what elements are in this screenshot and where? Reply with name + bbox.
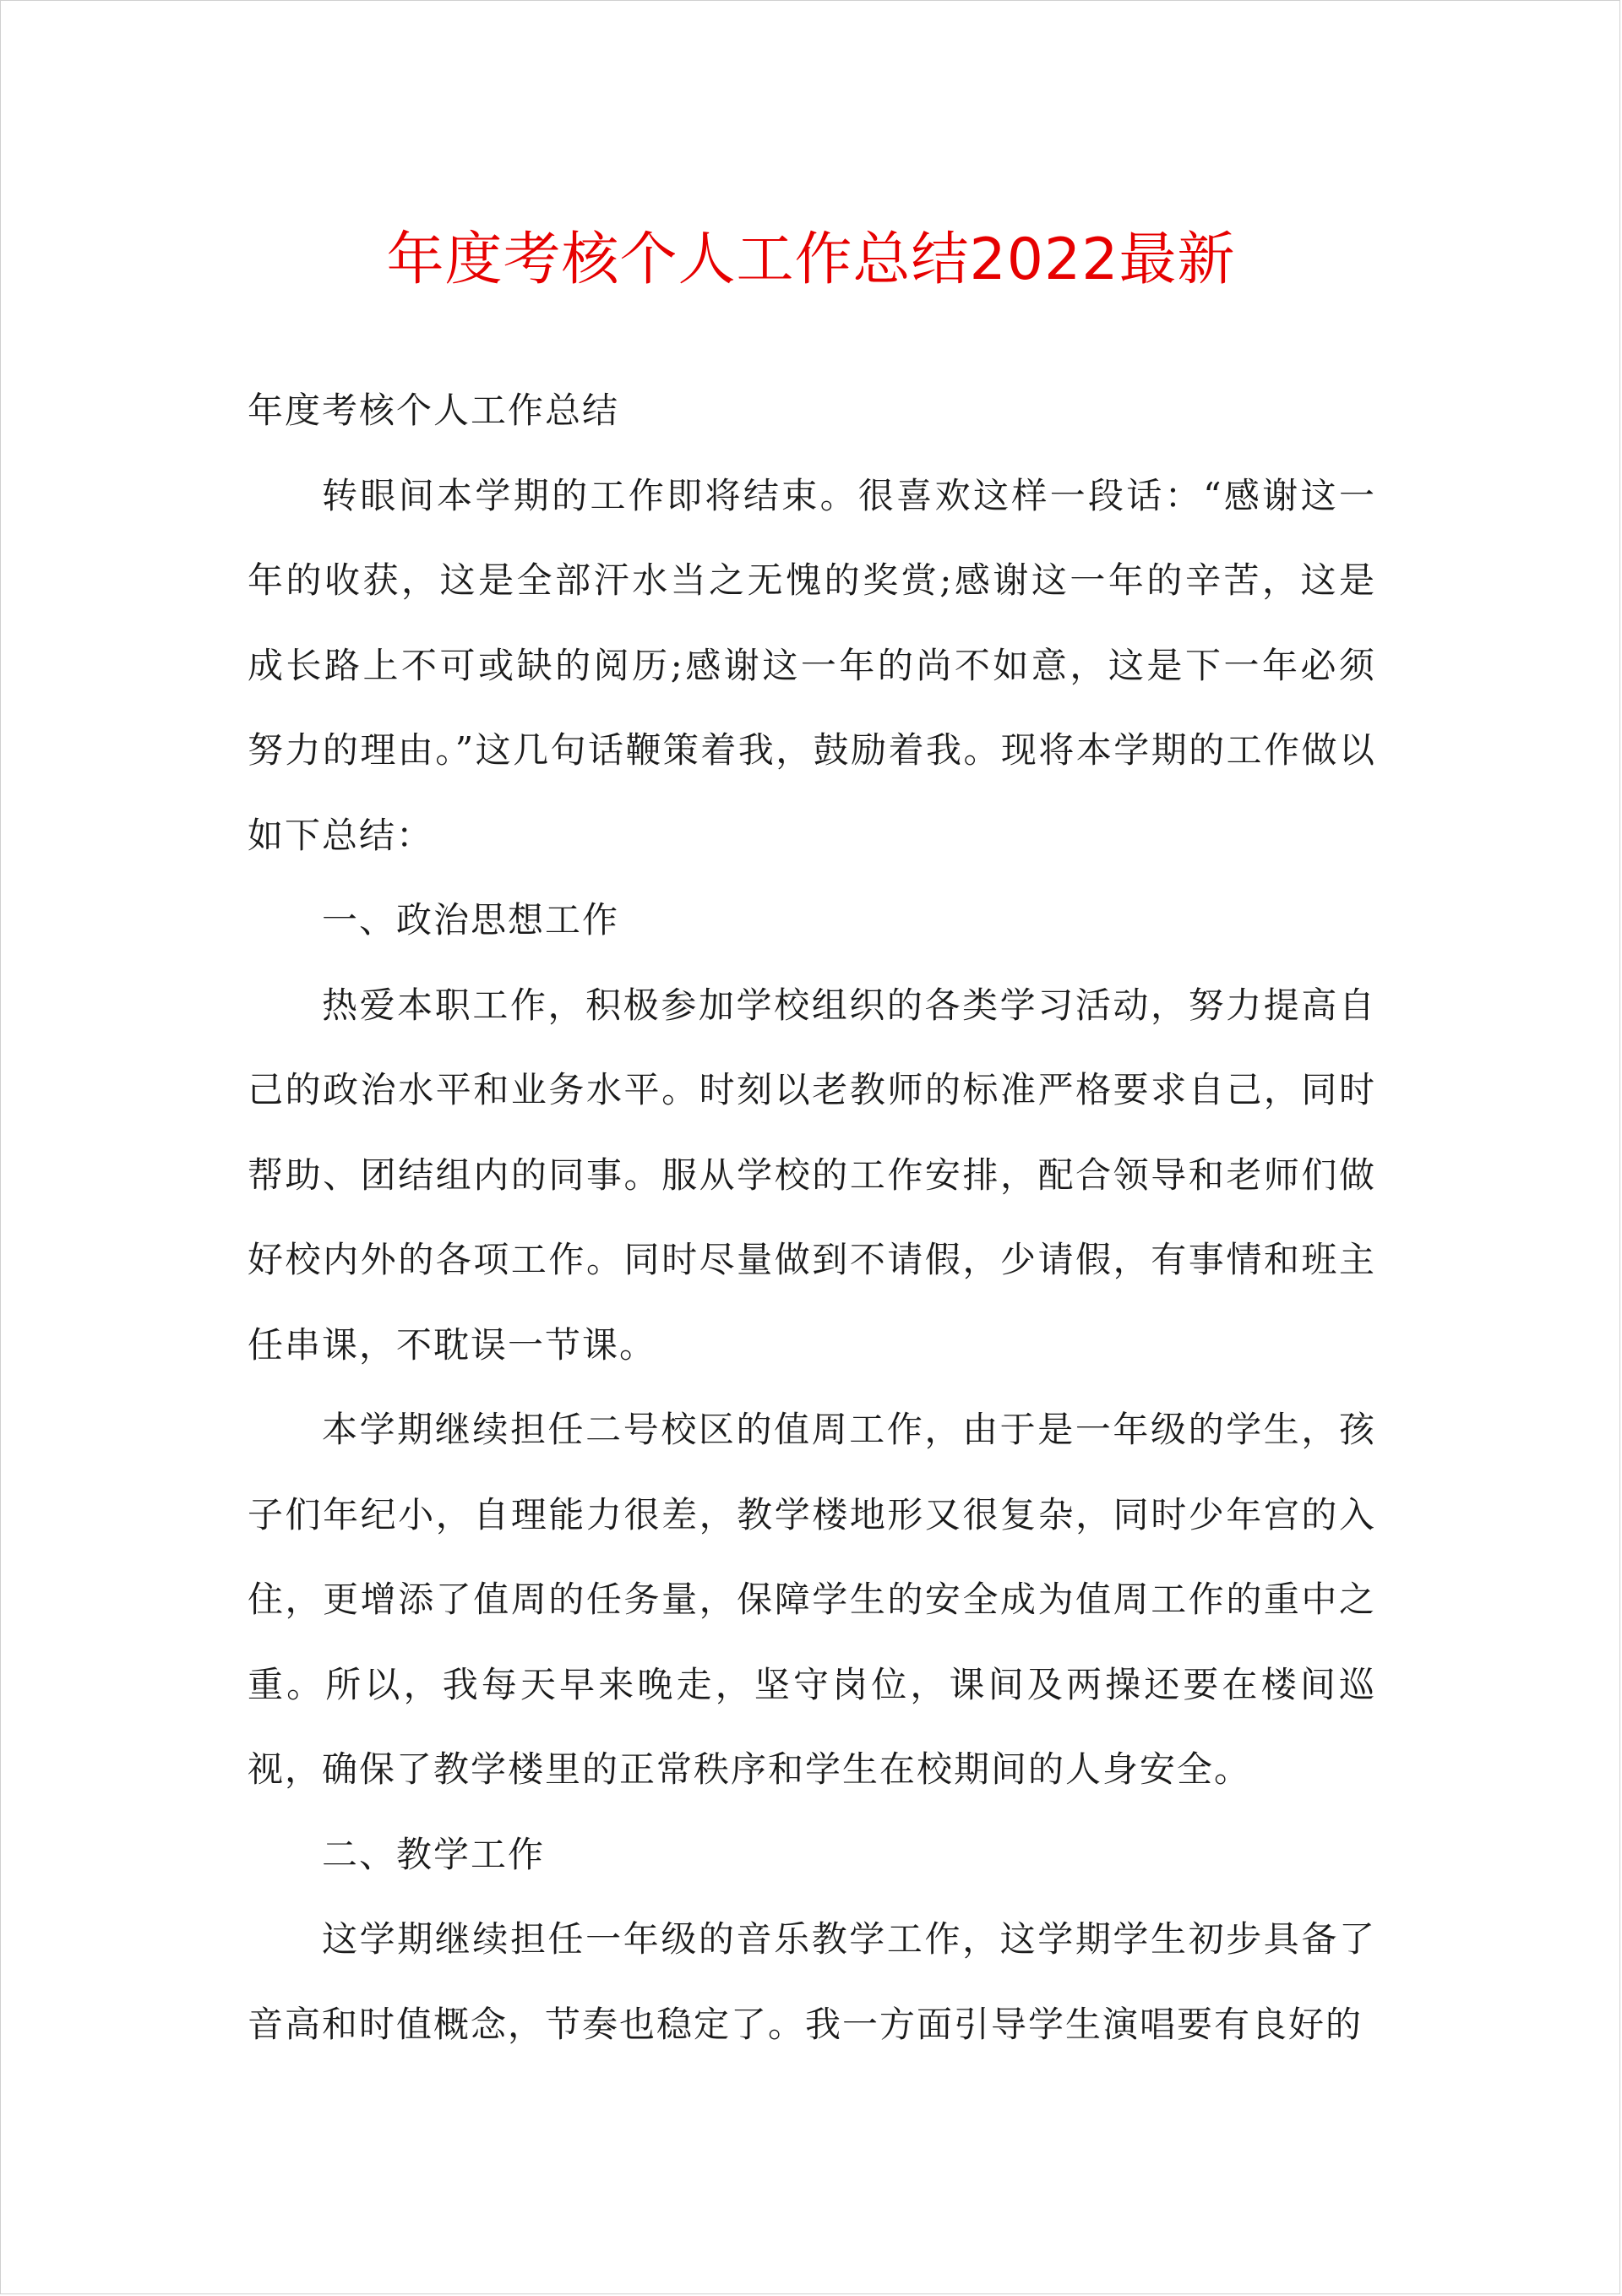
- paragraph-intro: 转眼间本学期的工作即将结束。很喜欢这样一段话：“感谢这一年的收获，这是全部汗水当之无愧的奖赏;感谢这一年的辛苦，这是成长路上不可或缺的阅历;感谢这一年的尚不如意，这是下一年必须努力的理由。”这几句话鞭策着我，鼓励着我。现将本学期的工作做以如下总结：: [248, 474, 1376, 856]
- document-body: [248, 368, 1376, 2067]
- document-title: 年度考核个人工作总结2022最新: [386, 226, 1236, 293]
- paragraph-duty-week: 本学期继续担任二号校区的值周工作，由于是一年级的学生，孩子们年纪小，自理能力很差，教学楼地形又很复杂，同时少年宫的入住，更增添了值周的任务量，保障学生的安全成为值周工作的重中之重。所以，我每天早来晚走，坚守岗位，课间及两操还要在楼间巡视，确保了教学楼里的正常秩序和学生在校期间的人身安全。: [248, 1409, 1376, 1790]
- section-heading-teaching: 二、教学工作: [322, 1833, 546, 1875]
- document-subtitle: 年度考核个人工作总结: [248, 390, 620, 431]
- paragraph-political: 热爱本职工作，积极参加学校组织的各类学习活动，努力提高自己的政治水平和业务水平。时刻以老教师的标准严格要求自己，同时帮助、团结组内的同事。服从学校的工作安排，配合领导和老师们做好校内外的各项工作。同时尽量做到不请假，少请假，有事情和班主任串课，不耽误一节课。: [248, 984, 1376, 1366]
- paragraph-teaching: 这学期继续担任一年级的音乐教学工作，这学期学生初步具备了音高和时值概念，节奏也稳定了。我一方面引导学生演唱要有良好的: [248, 1918, 1376, 2045]
- section-heading-political: 一、政治思想工作: [322, 899, 620, 941]
